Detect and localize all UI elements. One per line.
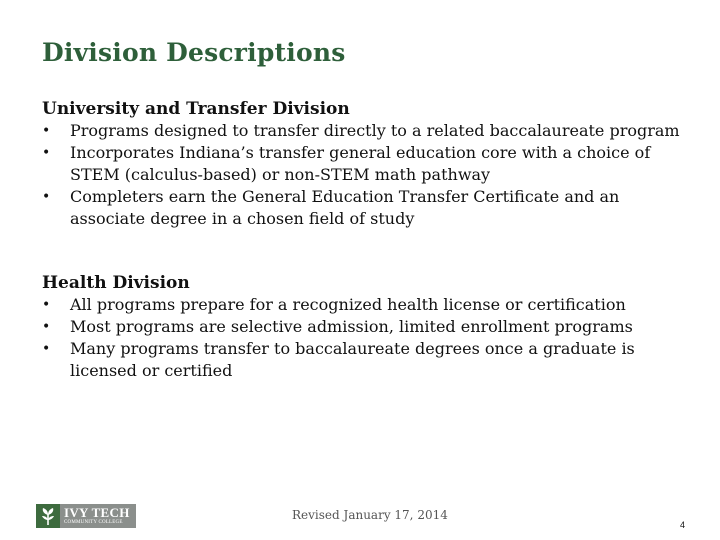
ivy-tech-logo: [36, 504, 136, 528]
bullet-text: Incorporates Indiana’s transfer general education core with a choice of STEM (calculus-based) or non-STEM math pathway: [70, 143, 651, 184]
list-item: [42, 316, 692, 338]
bullet-icon: •: [42, 145, 51, 161]
list-item: [42, 338, 692, 382]
ivy-leaf-icon: [36, 504, 60, 528]
slide-footer: [0, 490, 720, 540]
list-item: [42, 120, 692, 142]
logo-name: IVY TECH: [64, 505, 130, 520]
page-number: 4: [680, 520, 686, 530]
revised-date: Revised January 17, 2014: [292, 508, 448, 522]
list-item: [42, 142, 692, 186]
bullet-icon: •: [42, 319, 51, 335]
bullet-text: Programs designed to transfer directly to a related baccalaureate program: [70, 121, 680, 140]
bullet-text: Most programs are selective admission, limited enrollment programs: [70, 317, 633, 336]
section-heading: Health Division: [42, 273, 190, 293]
bullet-icon: •: [42, 297, 51, 313]
bullet-list: [42, 120, 692, 230]
logo-subtitle: COMMUNITY COLLEGE: [64, 520, 123, 525]
bullet-text: Completers earn the General Education Transfer Certificate and an associate degree in a chosen field of study: [70, 187, 620, 228]
section-heading: University and Transfer Division: [42, 99, 350, 119]
list-item: [42, 186, 692, 230]
bullet-list: [42, 294, 692, 382]
health-division-section: [42, 272, 692, 382]
bullet-icon: •: [42, 123, 51, 139]
bullet-icon: •: [42, 341, 51, 357]
slide-title: Division Descriptions: [42, 38, 346, 67]
university-transfer-section: [42, 98, 692, 230]
bullet-text: Many programs transfer to baccalaureate degrees once a graduate is licensed or certified: [70, 339, 635, 380]
logo-text-block: [60, 504, 136, 528]
bullet-text: All programs prepare for a recognized health license or certification: [70, 295, 626, 314]
bullet-icon: •: [42, 189, 51, 205]
list-item: [42, 294, 692, 316]
